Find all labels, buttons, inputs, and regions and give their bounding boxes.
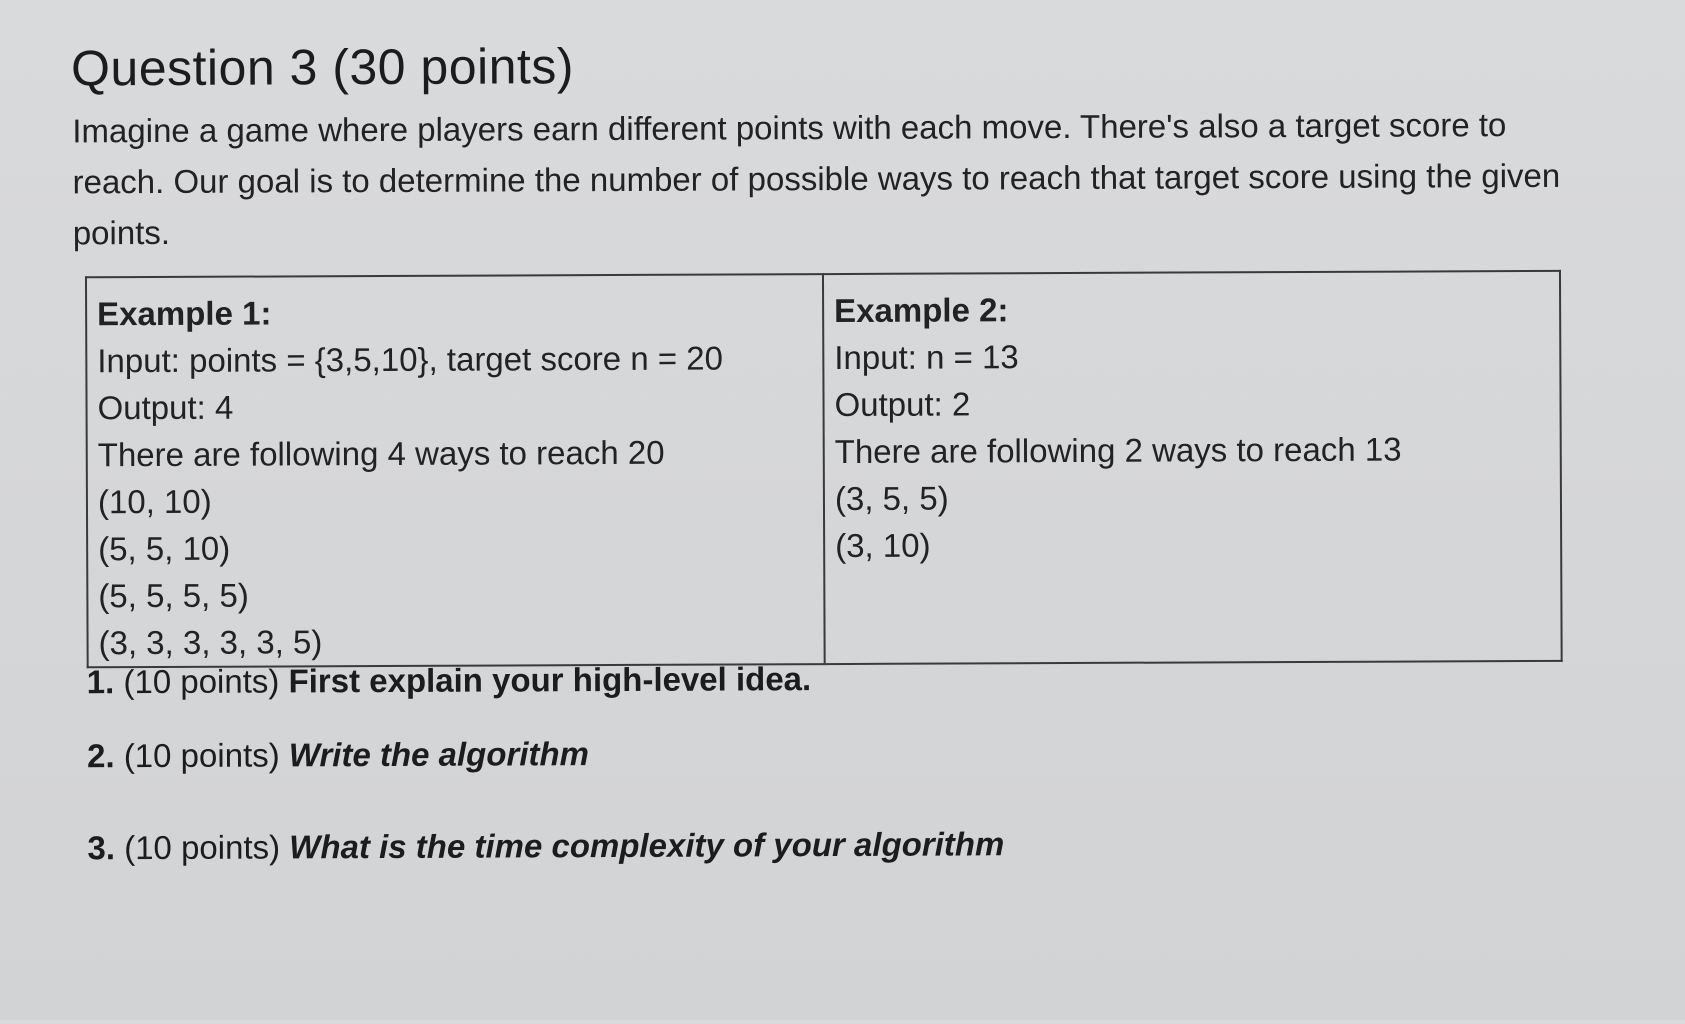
example-2-way-2: (3, 10)	[835, 526, 931, 565]
subquestion-1-points: (10 points)	[114, 662, 289, 701]
example-1-way-1: (10, 10)	[97, 482, 212, 521]
example-2-cell	[823, 271, 1562, 664]
example-1-way-4: (3, 3, 3, 3, 3, 5)	[98, 623, 323, 662]
example-2-way-1: (3, 5, 5)	[834, 479, 949, 518]
example-1-output: Output: 4	[97, 388, 234, 427]
subquestion-1-text: First explain your high-level idea.	[288, 660, 812, 700]
example-1-cell	[86, 274, 825, 667]
question-title: Question 3 (30 points)	[70, 38, 575, 97]
subquestion-2-number: 2.	[86, 737, 115, 775]
example-1-way-3: (5, 5, 5, 5)	[98, 576, 249, 615]
subquestion-1	[87, 660, 812, 701]
subquestion-3	[87, 825, 1004, 867]
question-intro: Imagine a game where players earn different points with each move. There's also a target score to reach. Our goal is to determine the number of possible ways to reach that target score using the given points.	[72, 106, 1561, 252]
example-2-output: Output: 2	[834, 385, 971, 424]
example-1-heading: Example 1:	[97, 294, 272, 333]
example-2-explanation: There are following 2 ways to reach 13	[834, 430, 1402, 471]
example-2-input: Input: n = 13	[834, 338, 1019, 377]
subquestion-1-number: 1.	[86, 663, 115, 701]
examples-row	[86, 271, 1562, 667]
subquestion-2	[87, 735, 589, 775]
subquestion-3-number: 3.	[87, 829, 116, 867]
example-1-way-2: (5, 5, 10)	[98, 529, 231, 568]
examples-table	[85, 270, 1563, 668]
example-2-heading: Example 2:	[834, 291, 1009, 330]
example-1-input: Input: points = {3,5,10}, target score n = 20	[97, 339, 724, 380]
subquestion-3-text: What is the time complexity of your algorithm	[289, 825, 1005, 866]
example-1-explanation: There are following 4 ways to reach 20	[97, 433, 665, 474]
subquestion-3-points: (10 points)	[114, 828, 290, 867]
subquestion-2-text: Write the algorithm	[288, 735, 590, 774]
subquestion-2-points: (10 points)	[114, 736, 289, 775]
